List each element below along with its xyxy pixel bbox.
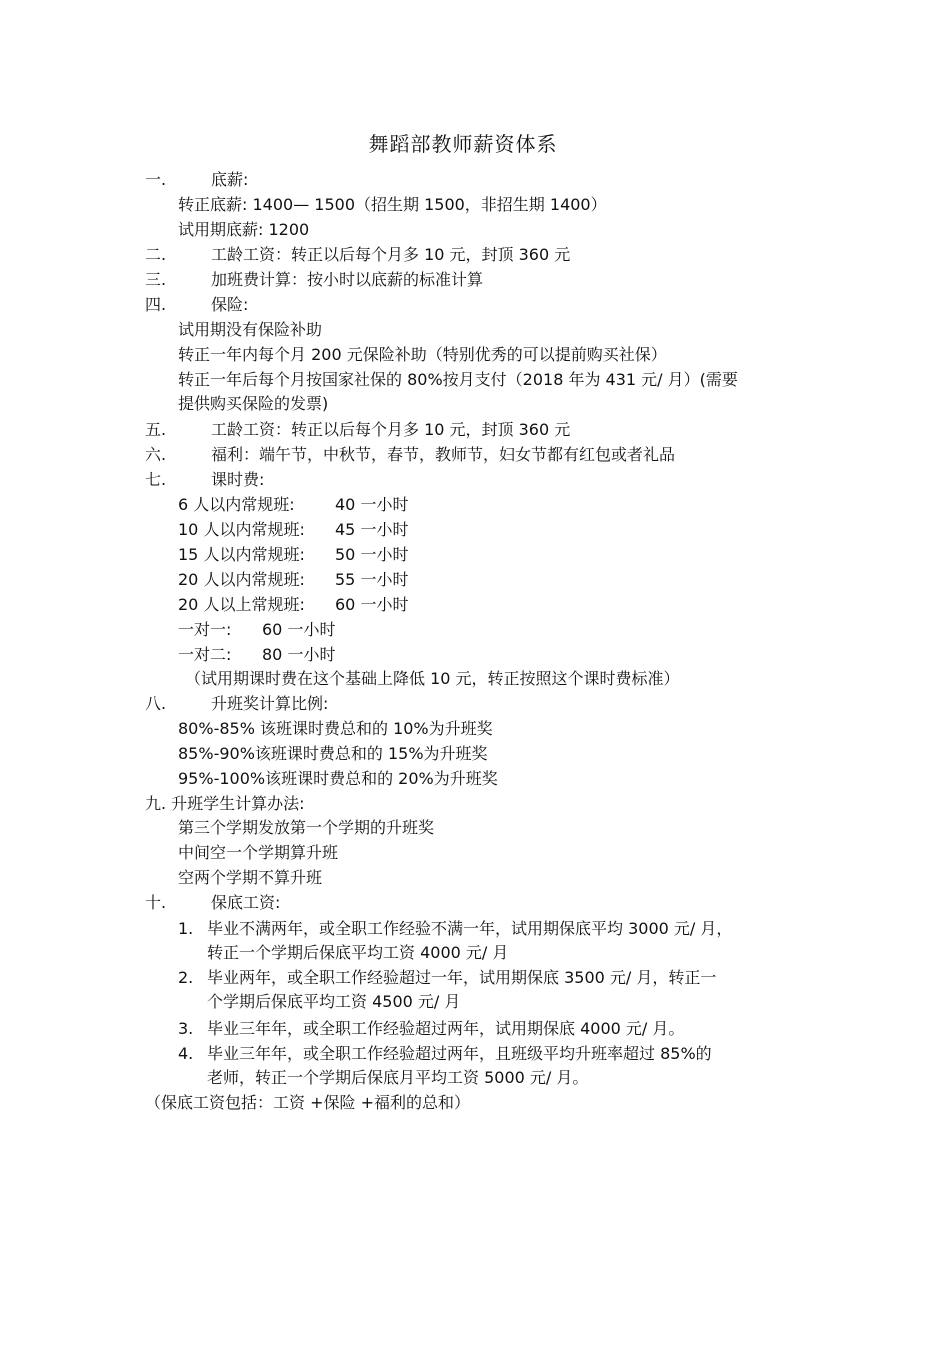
guarantee-item-number: 1.: [178, 919, 194, 938]
fee-label: 6 人以内常规班:: [178, 495, 295, 514]
section-heading: 课时费:: [211, 470, 265, 489]
guarantee-item-number: 2.: [178, 968, 194, 987]
fee-label: 20 人以内常规班:: [178, 570, 305, 589]
section-number: 八.: [145, 694, 167, 713]
guarantee-item-text: 毕业三年年，或全职工作经验超过两年，且班级平均升班率超过 85%的: [207, 1044, 712, 1063]
section-heading: 保险:: [211, 295, 249, 314]
guarantee-item-text: 转正一个学期后保底平均工资 4000 元/ 月: [207, 943, 509, 962]
section-heading: 升班奖计算比例:: [211, 694, 329, 713]
fee-value: 60 一小时: [335, 595, 409, 614]
insurance-line: 提供购买保险的发票): [178, 394, 329, 413]
promotion-method-row: 空两个学期不算升班: [178, 868, 323, 887]
page-title: 舞蹈部教师薪资体系: [368, 132, 558, 156]
section-number: 六.: [145, 445, 167, 464]
promotion-rate-row: 85%-90%该班课时费总和的 15%为升班奖: [178, 744, 488, 763]
section-number: 二.: [145, 245, 167, 264]
section-heading: 加班费计算：按小时以底薪的标准计算: [211, 270, 484, 289]
fee-value: 55 一小时: [335, 570, 409, 589]
promotion-rate-row: 95%-100%该班课时费总和的 20%为升班奖: [178, 769, 498, 788]
section-heading: 工龄工资：转正以后每个月多 10 元，封顶 360 元: [211, 245, 571, 264]
base-salary-probation: 试用期底薪: 1200: [178, 220, 310, 239]
guarantee-item-text: 老师，转正一个学期后保底月平均工资 5000 元/ 月。: [207, 1068, 589, 1087]
section-number: 一.: [145, 170, 167, 189]
insurance-line: 试用期没有保险补助: [178, 320, 323, 339]
section-number: 四.: [145, 295, 167, 314]
fee-label: 一对一:: [178, 620, 232, 639]
fee-note: （试用期课时费在这个基础上降低 10 元，转正按照这个课时费标准）: [185, 669, 680, 688]
fee-label: 20 人以上常规班:: [178, 595, 305, 614]
section-heading: 福利：端午节，中秋节，春节，教师节，妇女节都有红包或者礼品: [211, 445, 676, 464]
guarantee-item-text: 毕业三年年，或全职工作经验超过两年，试用期保底 4000 元/ 月。: [207, 1019, 685, 1038]
fee-label: 一对二:: [178, 645, 232, 664]
section-9-heading: 九. 升班学生计算办法:: [145, 794, 305, 813]
base-salary-regular: 转正底薪: 1400— 1500（招生期 1500，非招生期 1400）: [178, 195, 607, 214]
guarantee-item-text: 毕业两年，或全职工作经验超过一年，试用期保底 3500 元/ 月，转正一: [207, 968, 717, 987]
fee-value: 50 一小时: [335, 545, 409, 564]
section-heading: 工龄工资：转正以后每个月多 10 元，封顶 360 元: [211, 420, 571, 439]
fee-value: 40 一小时: [335, 495, 409, 514]
guarantee-item-number: 3.: [178, 1019, 194, 1038]
fee-row: [178, 620, 336, 640]
section-number: 七.: [145, 470, 167, 489]
section-number: 十.: [145, 893, 167, 912]
fee-label: 10 人以内常规班:: [178, 520, 305, 539]
section-number: 三.: [145, 270, 167, 289]
promotion-method-row: 中间空一个学期算升班: [178, 843, 339, 862]
fee-value: 80 一小时: [262, 645, 336, 664]
fee-value: 45 一小时: [335, 520, 409, 539]
guarantee-item-text: 个学期后保底平均工资 4500 元/ 月: [207, 992, 461, 1011]
guarantee-item-number: 4.: [178, 1044, 194, 1063]
promotion-method-row: 第三个学期发放第一个学期的升班奖: [178, 818, 435, 837]
insurance-line: 转正一年内每个月 200 元保险补助（特别优秀的可以提前购买社保）: [178, 345, 667, 364]
section-heading: 底薪:: [211, 170, 249, 189]
fee-row: [178, 545, 409, 565]
guarantee-item-text: 毕业不满两年，或全职工作经验不满一年，试用期保底平均 3000 元/ 月，: [207, 919, 733, 938]
footer-note: （保底工资包括：工资 +保险 +福利的总和）: [145, 1093, 470, 1112]
section-number: 五.: [145, 420, 167, 439]
promotion-rate-row: 80%-85% 该班课时费总和的 10%为升班奖: [178, 719, 493, 738]
fee-row: [178, 570, 409, 590]
fee-row: [178, 520, 409, 540]
fee-label: 15 人以内常规班:: [178, 545, 305, 564]
fee-row: [178, 495, 409, 515]
insurance-line: 转正一年后每个月按国家社保的 80%按月支付（2018 年为 431 元/ 月）(需要: [178, 370, 738, 389]
section-heading: 保底工资:: [211, 893, 281, 912]
fee-row: [178, 645, 336, 665]
fee-value: 60 一小时: [262, 620, 336, 639]
fee-row: [178, 595, 409, 615]
